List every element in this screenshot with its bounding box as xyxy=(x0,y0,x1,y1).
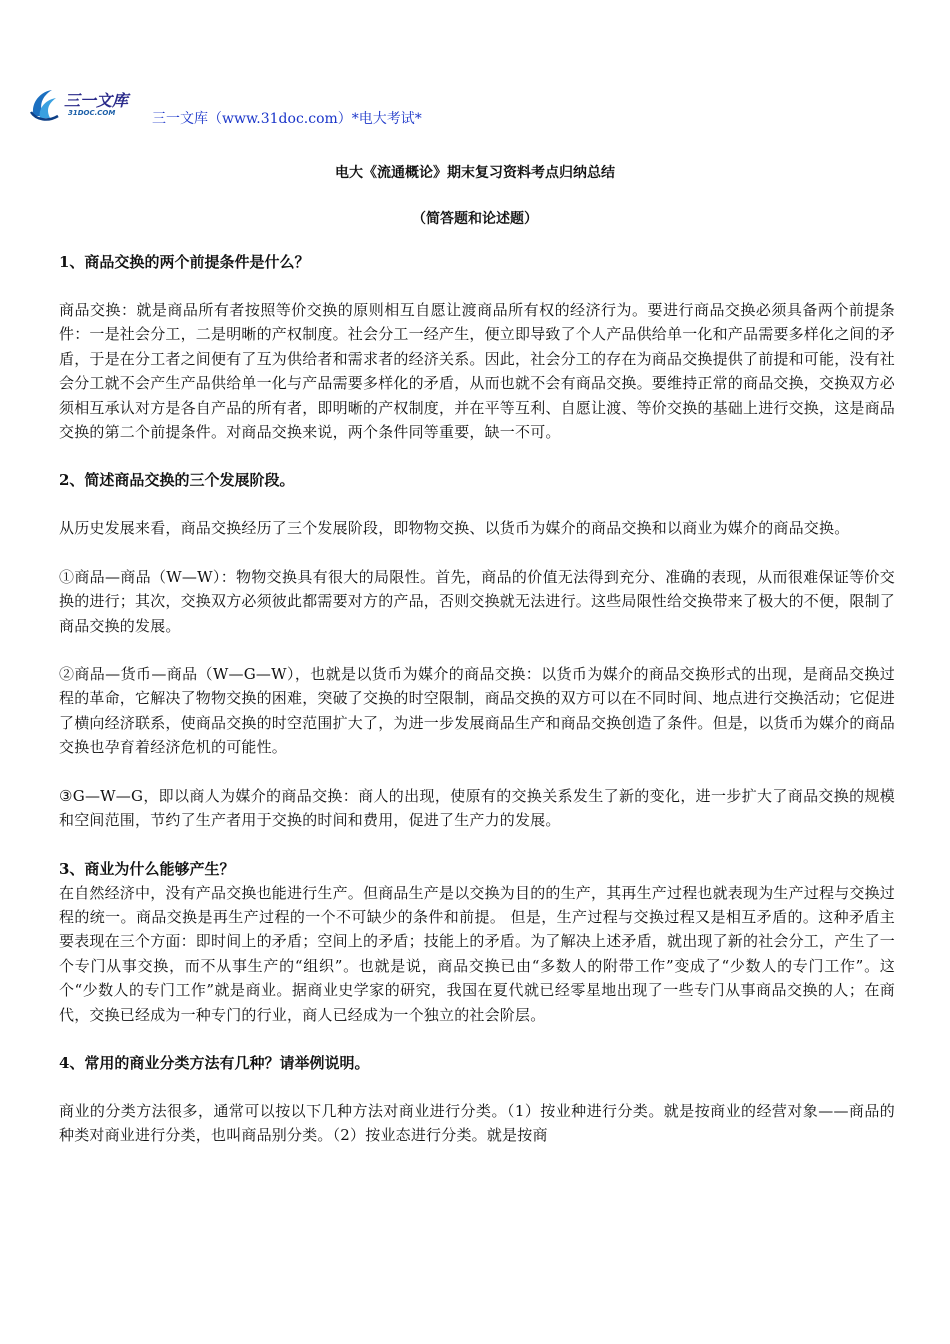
site-logo xyxy=(28,82,128,126)
answer-1-paragraph: 商品交换：就是商品所有者按照等价交换的原则相互自愿让渡商品所有权的经济行为。要进行商品交换必须具备两个前提条件：一是社会分工，二是明晰的产权制度。社会分工一经产生，便立即导致了个人产品供给单一化和产品需要多样化之间的矛盾，于是在分工者之间便有了互为供给者和需求者的经济关系。因此，社会分工的存在为商品交换提供了前提和可能，没有社会分工就不会产生产品供给单一化与产品需要多样化的矛盾，从而也就不会有商品交换。要维持正常的商品交换，交换双方必须相互承认对方是各自产品的所有者，即明晰的产权制度，并在平等互利、自愿让渡、等价交换的基础上进行交换，这是商品交换的第二个前提条件。对商品交换来说，两个条件同等重要，缺一不可。 xyxy=(59,301,896,442)
answer-4-paragraph: 商业的分类方法很多，通常可以按以下几种方法对商业进行分类。（1）按业种进行分类。就是按商业的经营对象——商品的种类对商业进行分类，也叫商品别分类。（2）按业态进行分类。就是按商 xyxy=(59,1101,895,1145)
question-1-heading: 1、商品交换的两个前提条件是什么？ xyxy=(59,253,310,271)
answer-2-stage-3: ③G—W—G，即以商人为媒介的商品交换：商人的出现，使原有的交换关系发生了新的变化，进一步扩大了商品交换的规模和空间范围，节约了生产者用于交换的时间和费用，促进了生产力的发展。 xyxy=(59,786,895,830)
logo-text: 三一文库 xyxy=(64,91,129,110)
logo-swirl-icon xyxy=(28,82,68,126)
question-3-heading: 3、商业为什么能够产生？ xyxy=(59,859,235,878)
answer-2-stage-2: ②商品—货币—商品（W—G—W），也就是以货币为媒介的商品交换：以货币为媒介的商品交换形式的出现，是商品交换过程的革命，它解决了物物交换的困难，突破了交换的时空限制，商品交换的双方可以在不同时间、地点进行交换活动；它促进了横向经济联系，使商品交换的时空范围扩大了，为进一步发展商品生产和商品交换创造了条件。但是，以货币为媒介的商品交换也孕育着经济危机的可能性。 xyxy=(59,665,896,757)
answer-3-paragraph: 在自然经济中，没有产品交换也能进行生产。但商品生产是以交换为目的的生产，其再生产过程也就表现为生产过程与交换过程的统一。商品交换是再生产过程的一个不可缺少的条件和前提。 但是，生产过程与交换过程又是相互矛盾的。这种矛盾主要表现在三个方面：即时间上的矛盾；空间上的矛盾；技能上的矛盾。为了解决上述矛盾，就出现了新的社会分工，产生了一个专门从事交换，而不从事生产的“组织”。也就是说，商品交换已由“多数人的附带工作”变成了“少数人的专门工作”。这个“少数人的专门工作”就是商业。据商业史学家的研究，我国在夏代就已经零星地出现了一些专门从事商品交换的人；在商代，交换已经成为一种专门的行业，商人已经成为一个独立的社会阶层。 xyxy=(59,883,896,1024)
answer-2-stage-1: ①商品—商品（W—W）：物物交换具有很大的局限性。首先，商品的价值无法得到充分、准确的表现，从而很难保证等价交换的进行；其次，交换双方必须彼此都需要对方的产品，否则交换就无法进行。这些局限性给交换带来了极大的不便，限制了商品交换的发展。 xyxy=(59,567,896,635)
document-subtitle: （简答题和论述题） xyxy=(412,211,538,227)
document-title: 电大《流通概论》期末复习资料考点归纳总结 xyxy=(335,165,615,181)
question-4-heading: 4、常用的商业分类方法有几种？请举例说明。 xyxy=(59,1053,370,1072)
document-body xyxy=(59,250,895,1148)
answer-2-intro: 从历史发展来看，商品交换经历了三个发展阶段，即物物交换、以货币为媒介的商品交换和以商业为媒介的商品交换。 xyxy=(59,519,850,538)
logo-subtext: 31DOC.COM xyxy=(68,109,116,117)
site-header-link[interactable]: 三一文库（www.31doc.com）*电大考试* xyxy=(152,111,422,127)
question-2-heading: 2、简述商品交换的三个发展阶段。 xyxy=(59,471,295,490)
